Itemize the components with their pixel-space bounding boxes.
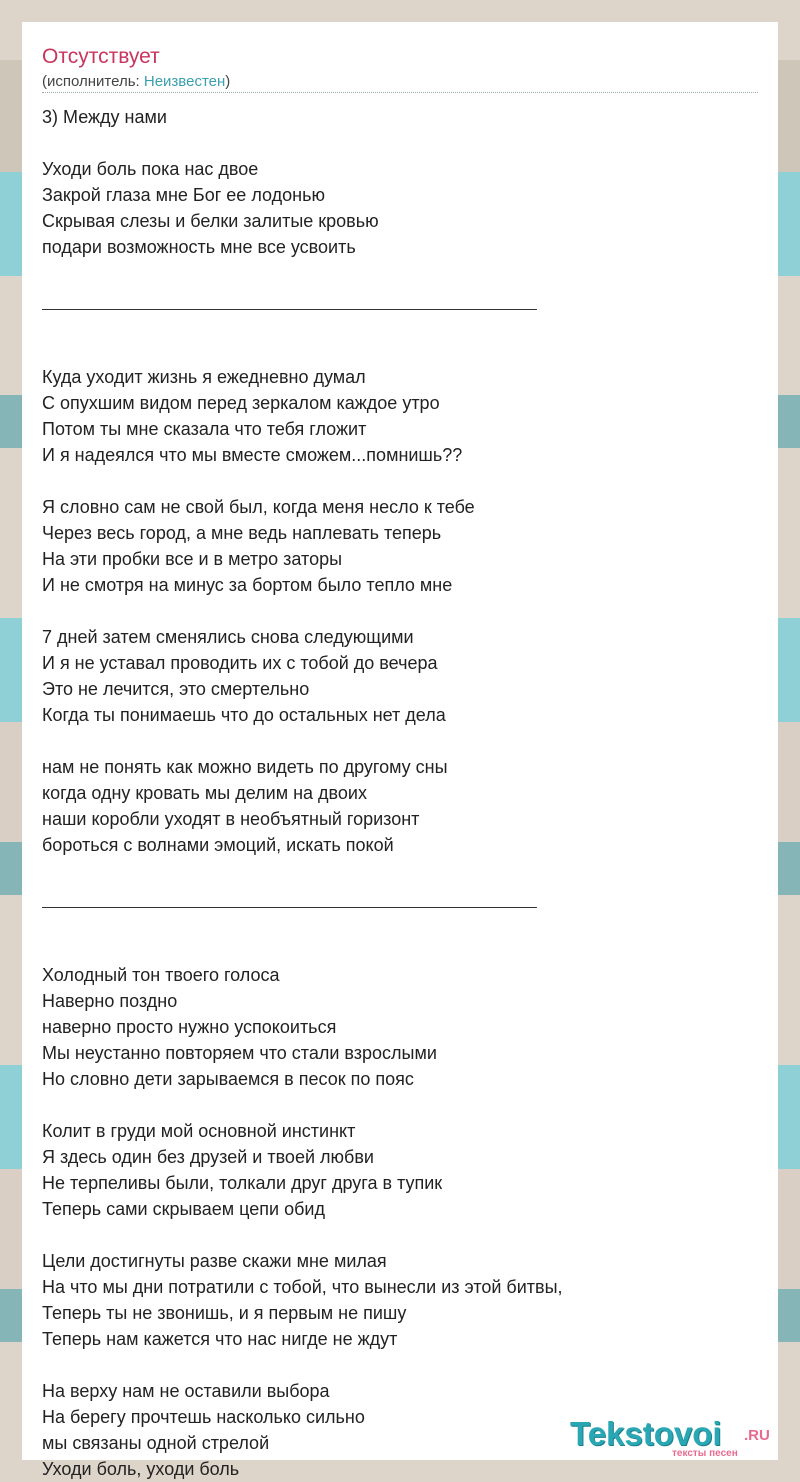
lyric-line: Куда уходит жизнь я ежедневно думал [42,367,366,387]
site-logo[interactable] [570,1414,780,1462]
lyric-line: На эти пробки все и в метро заторы [42,549,343,569]
lyric-line: подари возможность мне все усвоить [42,237,356,257]
section-separator [42,884,742,936]
lyric-line: бороться с волнами эмоций, искать покой [42,835,394,855]
stanza-gap [42,260,742,286]
lyric-line: Теперь ты не звонишь, и я первым не пишу [42,1303,407,1323]
lyric-line: Когда ты понимаешь что до остальных нет дела [42,705,446,725]
lyric-line: Закрой глаза мне Бог ее лодонью [42,185,325,205]
lyric-line: наверно просто нужно успокоиться [42,1017,337,1037]
lyrics-body [42,104,742,1482]
lyric-line: Я здесь один без друзей и твоей любви [42,1147,374,1167]
lyric-line: На берегу прочтешь насколько сильно [42,1407,365,1427]
header-divider [42,92,758,93]
lyric-line: Холодный тон твоего голоса [42,965,280,985]
stanza-gap [42,858,742,884]
lyric-line: Но словно дети зарываемся в песок по пояс [42,1069,414,1089]
logo-domain: .RU [744,1427,770,1444]
lyric-line: Теперь нам кажется что нас нигде не ждут [42,1329,398,1349]
lyric-line: 3) Между нами [42,107,167,127]
lyric-line: Мы неустанно повторяем что стали взрослыми [42,1043,437,1063]
stanza-gap [42,1092,742,1118]
stanza-gap [42,1352,742,1378]
lyric-line: И я надеялся что мы вместе сможем...помнишь?? [42,445,463,465]
lyric-line: Наверно поздно [42,991,178,1011]
logo-wordmark: Tekstovoi [570,1415,722,1452]
stanza-gap [42,338,742,364]
section-separator [42,286,742,338]
lyric-line: Это не лечится, это смертельно [42,679,310,699]
lyric-line: Колит в груди мой основной инстинкт [42,1121,356,1141]
lyric-line: наши коробли уходят в необъятный горизонт [42,809,420,829]
lyric-line: На что мы дни потратили с тобой, что вынесли из этой битвы, [42,1277,563,1297]
lyric-line: И не смотря на минус за бортом было тепло мне [42,575,453,595]
lyric-line: Уходи боль пока нас двое [42,159,259,179]
stanza-gap [42,598,742,624]
lyric-line: Через весь город, а мне ведь наплевать теперь [42,523,442,543]
artist-link[interactable]: Неизвестен [143,73,226,90]
lyric-line: Я словно сам не свой был, когда меня несло к тебе [42,497,475,517]
lyric-line: Теперь сами скрываем цепи обид [42,1199,325,1219]
lyric-line: нам не понять как можно видеть по другому сны [42,757,448,777]
lyric-line: На верху нам не оставили выбора [42,1381,330,1401]
stanza-gap [42,728,742,754]
stanza-gap [42,468,742,494]
lyric-line: 7 дней затем сменялись снова следующими [42,627,414,647]
logo-tagline: тексты песен [672,1448,738,1459]
artist-prefix: (исполнитель: [42,73,144,90]
artist-line [42,72,230,92]
song-title: Отсутствует [42,45,160,68]
separator-line [42,309,537,310]
separator-line [42,907,537,908]
lyric-line: Скрывая слезы и белки залитые кровью [42,211,379,231]
lyric-line: С опухшим видом перед зеркалом каждое утро [42,393,440,413]
lyric-line: И я не уставал проводить их с тобой до вечера [42,653,438,673]
lyric-line: Цели достигнуты разве скажи мне милая [42,1251,387,1271]
lyrics-card [22,22,778,1479]
stanza-gap [42,1222,742,1248]
stanza-gap [42,936,742,962]
lyric-line: Не терпеливы были, толкали друг друга в тупик [42,1173,443,1193]
artist-suffix: ) [225,73,231,90]
lyric-line: когда одну кровать мы делим на двоих [42,783,367,803]
lyric-line: Уходи боль, уходи боль [42,1459,240,1479]
stanza-gap [42,130,742,156]
lyric-line: Потом ты мне сказала что тебя гложит [42,419,367,439]
lyric-line: мы связаны одной стрелой [42,1433,270,1453]
